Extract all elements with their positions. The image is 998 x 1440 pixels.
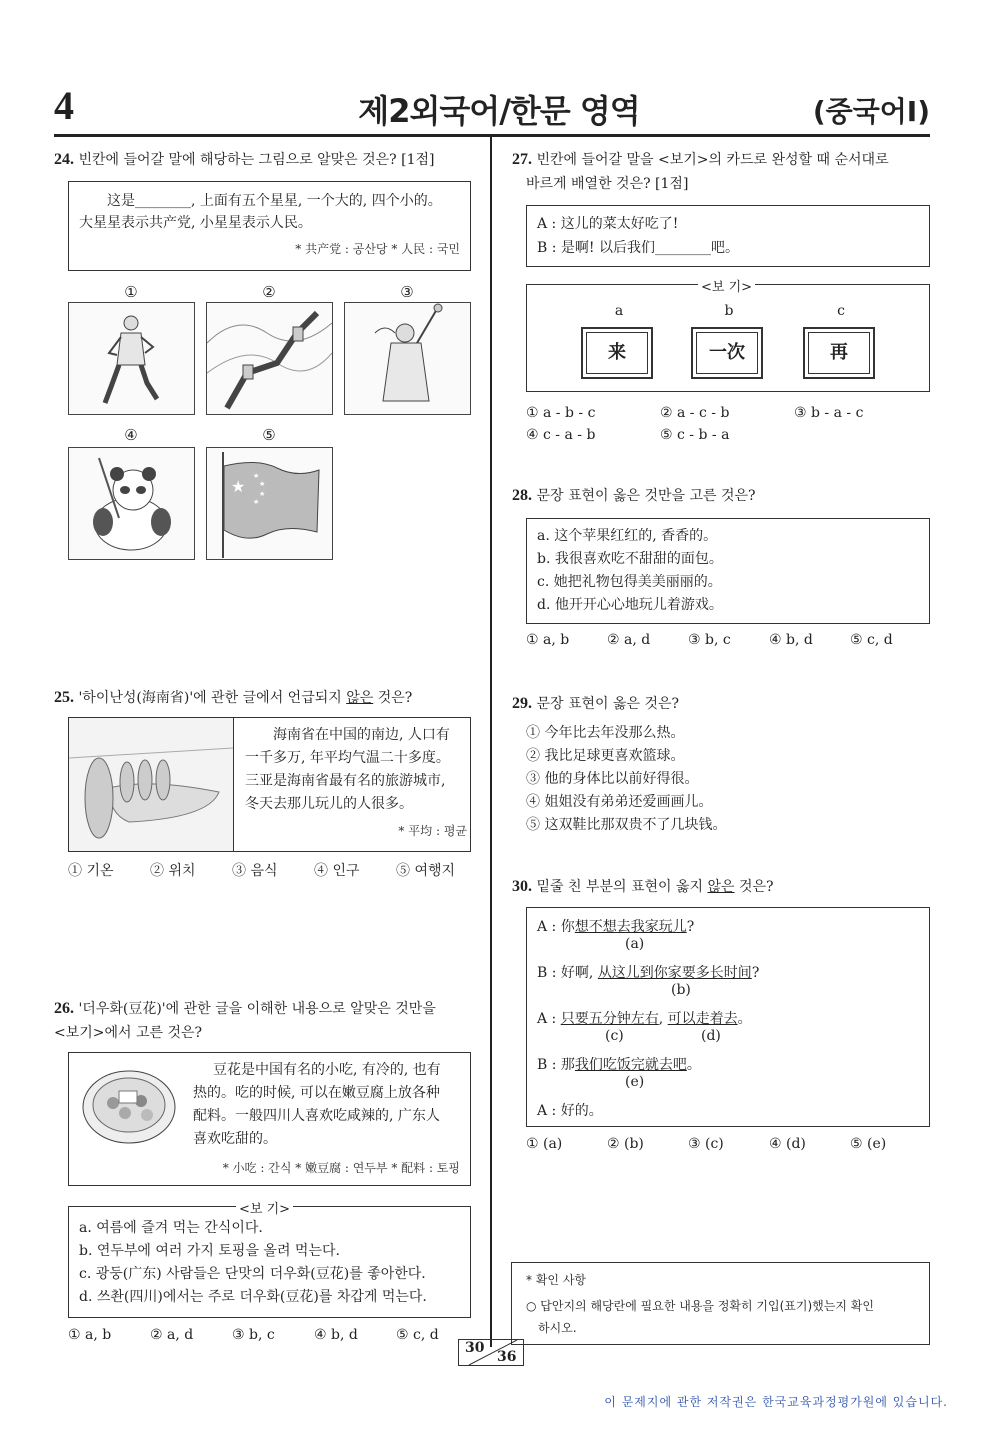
- word-card[interactable]: 来: [581, 327, 653, 379]
- answer-option[interactable]: ③ (c): [688, 1136, 724, 1152]
- page-number: 4: [54, 83, 74, 128]
- question-number: 29.: [512, 695, 532, 712]
- bogi-box: [526, 284, 930, 392]
- question-number: 28.: [512, 487, 532, 504]
- header-rule: [54, 134, 930, 137]
- check-notice: [511, 1262, 930, 1345]
- svg-text:★: ★: [231, 477, 246, 496]
- passage-line: 豆花是中国有名的小吃, 有冷的, 也有: [213, 1062, 441, 1078]
- bogi-item: a. 여름에 즐겨 먹는 간식이다.: [79, 1220, 263, 1236]
- card-key: a: [614, 303, 624, 319]
- word-card[interactable]: 再: [803, 327, 875, 379]
- question-number: 27.: [512, 151, 532, 168]
- question-24: [54, 148, 484, 172]
- question-30: [512, 875, 932, 899]
- sentence-item: c. 她把礼物包得美美丽丽的。: [537, 574, 722, 590]
- bogi-item: c. 광둥(广东) 사람들은 단맛의 더우화(豆花)를 좋아한다.: [79, 1266, 426, 1282]
- question-stem: '하이난성(海南省)'에 관한 글에서 언급되지: [78, 690, 347, 706]
- answer-option[interactable]: ③ 他的身体比以前好得很。: [526, 771, 699, 787]
- vocab-note: * 平均 : 평균: [398, 824, 467, 838]
- question-stem: 문장 표현이 옳은 것만을 고른 것은?: [536, 488, 756, 504]
- column-divider: [490, 137, 492, 1347]
- panda-image[interactable]: [68, 447, 195, 560]
- answer-options: [526, 1136, 886, 1152]
- current-page: 30: [465, 1340, 485, 1356]
- card-key: c: [837, 303, 845, 319]
- answer-option[interactable]: ④ c - a - b: [526, 427, 596, 443]
- page-counter: [458, 1339, 524, 1366]
- passage-line: 配料。一般四川人喜欢吃咸辣的, 广东人: [193, 1108, 440, 1124]
- answer-option[interactable]: ③ b, c: [688, 632, 731, 648]
- answer-option[interactable]: ⑤ c, d: [850, 632, 893, 648]
- sentence-box: [526, 518, 930, 624]
- question-stem: 것은?: [373, 690, 413, 706]
- answer-option[interactable]: ① a, b: [526, 632, 570, 648]
- question-stem-emphasis: 않은: [707, 879, 735, 895]
- answer-option[interactable]: ④ b, d: [314, 1327, 358, 1343]
- question-29: [512, 692, 932, 716]
- dialog-line: A : 这儿的菜太好吃了!: [537, 216, 679, 232]
- bogi-title: <보 기>: [236, 1198, 293, 1217]
- underline-mark: (d): [701, 1028, 721, 1044]
- answer-option[interactable]: ④ b, d: [769, 632, 813, 648]
- answer-options: [526, 632, 893, 648]
- passage-line: 喜欢吃甜的。: [193, 1131, 277, 1147]
- answer-option[interactable]: ⑤ 这双鞋比那双贵不了几块钱。: [526, 817, 727, 833]
- option-label: ④: [124, 426, 138, 444]
- passage-box: [68, 717, 471, 852]
- answer-option[interactable]: ① a - b - c: [526, 405, 596, 421]
- check-title: * 확인 사항: [526, 1273, 586, 1287]
- sentence-item: a. 这个苹果红红的, 香香的。: [537, 528, 718, 544]
- question-26: [54, 997, 484, 1045]
- passage-line: 三亚是海南省最有名的旅游城市,: [245, 773, 446, 789]
- copyright-footer: 이 문제지에 관한 저작권은 한국교육과정평가원에 있습니다.: [604, 1395, 948, 1409]
- answer-options: [526, 402, 863, 446]
- passage-box: [68, 1052, 471, 1186]
- answer-options: [68, 1327, 439, 1343]
- check-text: ○ 답안지의 해당란에 필요한 내용을 정확히 기입(표기)했는지 확인: [526, 1299, 874, 1313]
- question-stem-emphasis: 않은: [346, 690, 374, 706]
- answer-option[interactable]: ② (b): [607, 1136, 644, 1152]
- vocab-note: * 共产党 : 공산당 * 人民 : 국민: [295, 242, 460, 256]
- underline-mark: (a): [625, 936, 645, 952]
- check-text: 하시오.: [538, 1321, 577, 1335]
- total-pages: 36: [497, 1349, 517, 1365]
- bogi-item: b. 연두부에 여러 가지 토핑을 올려 먹는다.: [79, 1243, 340, 1259]
- word-card[interactable]: 一次: [691, 327, 763, 379]
- answer-option[interactable]: ③ b - a - c: [794, 405, 864, 421]
- sentence-item: d. 他开开心心地玩儿着游戏。: [537, 597, 723, 613]
- answer-options: [68, 860, 455, 880]
- answer-option[interactable]: ④ 인구: [314, 863, 360, 879]
- great-wall-image[interactable]: [206, 302, 333, 415]
- dialog-line: A : 好的。: [537, 1103, 603, 1119]
- underline-mark: (e): [625, 1074, 645, 1090]
- answer-option[interactable]: ③ 음식: [232, 863, 278, 879]
- dialog-line: B : 那我们吃饭完就去吧。: [537, 1057, 701, 1073]
- question-stem: 빈칸에 들어갈 말을 <보기>의 카드로 완성할 때 순서대로: [536, 152, 889, 168]
- answer-option[interactable]: ② a - c - b: [660, 405, 730, 421]
- subject-label: (중국어Ⅰ): [812, 95, 930, 128]
- passage-line: 大星星表示共产党, 小星星表示人民。: [79, 215, 312, 231]
- question-stem: '더우화(豆花)'에 관한 글을 이해한 내용으로 알맞은 것만을: [78, 1001, 436, 1017]
- question-stem: 문장 표현이 옳은 것은?: [536, 696, 680, 712]
- answer-option[interactable]: ② a, d: [150, 1327, 194, 1343]
- tai-chi-man-image[interactable]: [68, 302, 195, 415]
- option-label: ②: [262, 283, 276, 301]
- option-label: ③: [400, 283, 414, 301]
- china-flag-image[interactable]: [206, 447, 333, 560]
- dialog-line: A : 只要五分钟左右, 可以走着去。: [537, 1011, 752, 1027]
- dialog-line: B : 是啊! 以后我们________吧。: [537, 240, 739, 256]
- passage-line: 这是________, 上面有五个星星, 一个大的, 四个小的。: [107, 193, 442, 209]
- card-key: b: [724, 303, 734, 319]
- dialog-box: [526, 205, 930, 267]
- option-label: ①: [124, 283, 138, 301]
- answer-option[interactable]: ② a, d: [607, 632, 651, 648]
- svg-text:★: ★: [253, 498, 260, 506]
- answer-option[interactable]: ① (a): [526, 1136, 563, 1152]
- answer-option[interactable]: ② 위치: [150, 863, 196, 879]
- question-number: 25.: [54, 689, 74, 706]
- bogi-box: [68, 1206, 471, 1318]
- vocab-note: * 小吃 : 간식 * 嫩豆腐 : 연두부 * 配料 : 토핑: [222, 1161, 460, 1175]
- question-number: 30.: [512, 878, 532, 895]
- underline-mark: (c): [605, 1028, 624, 1044]
- passage-line: 海南省在中国的南边, 人口有: [273, 727, 450, 743]
- douhua-image[interactable]: [77, 1063, 187, 1153]
- question-25: [54, 686, 484, 710]
- answer-option[interactable]: ⑤ 여행지: [396, 863, 456, 879]
- answer-option[interactable]: ④ 姐姐没有弟弟还爱画画儿。: [526, 794, 713, 810]
- dialog-line: B : 好啊, 从这儿到你家要多长时间?: [537, 965, 760, 981]
- bogi-title: <보 기>: [698, 276, 755, 295]
- passage-line: 热的。吃的时候, 可以在嫩豆腐上放各种: [193, 1085, 440, 1101]
- hainan-photo[interactable]: [69, 718, 234, 851]
- question-stem: 빈칸에 들어갈 말에 해당하는 그림으로 알맞은 것은? [1점]: [78, 152, 435, 168]
- passage-line: 一千多万, 年平均气温二十多度。: [245, 750, 450, 766]
- answer-option[interactable]: ⑤ c, d: [396, 1327, 439, 1343]
- svg-text:★: ★: [259, 480, 266, 488]
- answer-options: [526, 722, 726, 837]
- answer-option[interactable]: ④ (d): [769, 1136, 806, 1152]
- opera-performer-image[interactable]: [344, 302, 471, 415]
- question-stem: 것은?: [734, 879, 774, 895]
- svg-text:★: ★: [259, 490, 266, 498]
- answer-option[interactable]: ③ b, c: [232, 1327, 275, 1343]
- question-stem: 밑줄 친 부분의 표현이 옳지: [536, 879, 708, 895]
- question-28: [512, 484, 932, 508]
- svg-text:★: ★: [253, 472, 260, 480]
- question-27: [512, 148, 932, 196]
- question-stem: 바르게 배열한 것은? [1점]: [526, 176, 689, 192]
- question-stem: <보기>에서 고른 것은?: [54, 1025, 203, 1041]
- answer-option[interactable]: ② 我比足球更喜欢篮球。: [526, 748, 685, 764]
- passage-line: 冬天去那儿玩儿的人很多。: [245, 796, 413, 812]
- question-number: 24.: [54, 151, 74, 168]
- bogi-item: d. 쓰촨(四川)에서는 주로 더우화(豆花)를 차갑게 먹는다.: [79, 1289, 427, 1305]
- exam-title: 제2외국어/한문 영역: [358, 92, 640, 130]
- answer-option[interactable]: ① a, b: [68, 1327, 112, 1343]
- answer-option[interactable]: ① 기온: [68, 863, 114, 879]
- answer-option[interactable]: ① 今年比去年没那么热。: [526, 725, 685, 741]
- dialog-box: [526, 907, 930, 1127]
- answer-option[interactable]: ⑤ c - b - a: [660, 427, 730, 443]
- dialog-line: A : 你想不想去我家玩儿?: [537, 919, 695, 935]
- passage-box: [68, 181, 471, 271]
- question-number: 26.: [54, 1000, 74, 1017]
- underline-mark: (b): [671, 982, 691, 998]
- answer-option[interactable]: ⑤ (e): [850, 1136, 887, 1152]
- option-label: ⑤: [262, 426, 276, 444]
- sentence-item: b. 我很喜欢吃不甜甜的面包。: [537, 551, 723, 567]
